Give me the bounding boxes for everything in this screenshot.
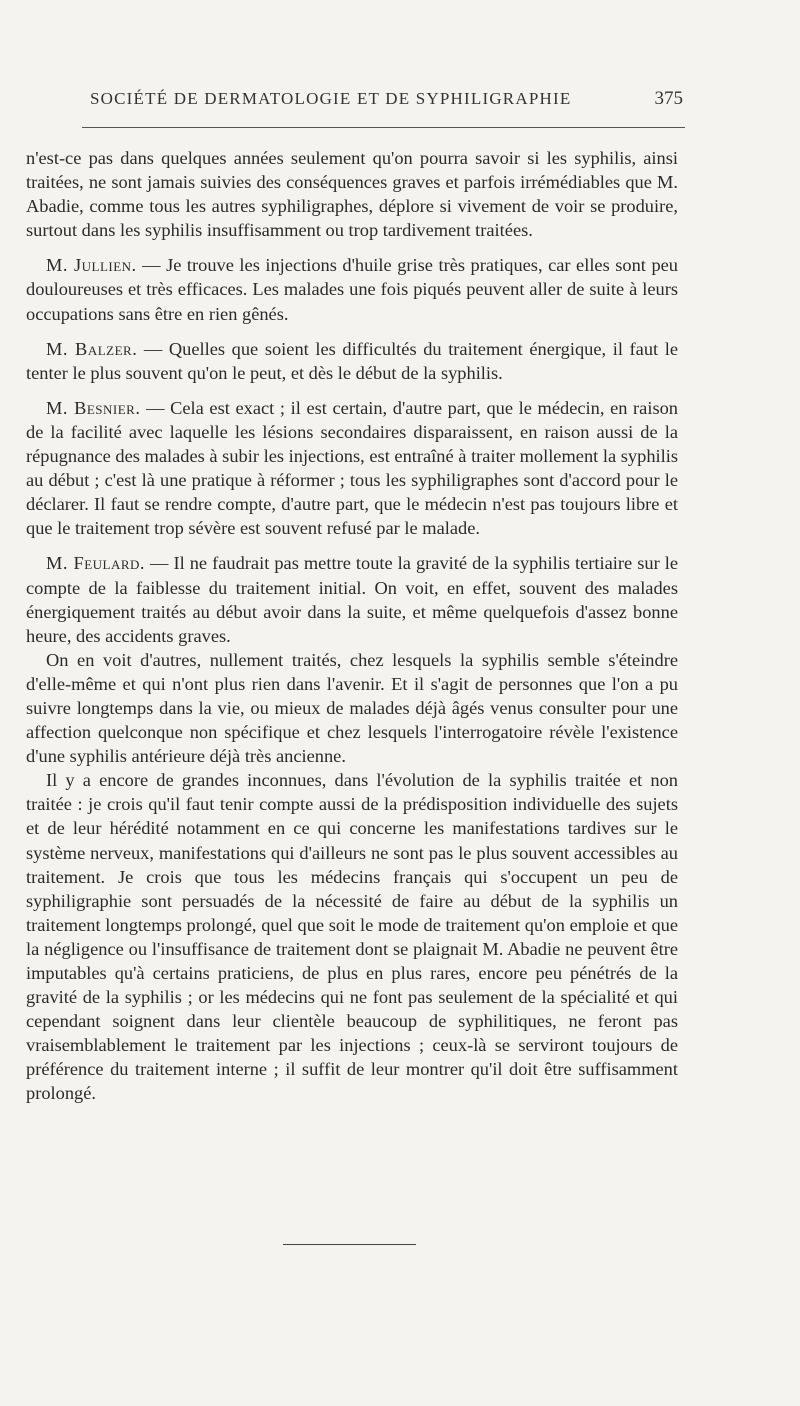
paragraph-6 (26, 648, 678, 768)
body-text (26, 146, 678, 1106)
page-number: 375 (654, 88, 683, 109)
paragraph-1 (26, 146, 678, 242)
paragraph-text: — Je trouve les injections d'huile grise très pratiques, car elles sont peu douloureuses et très efficaces. Les malades une fois piqués peuvent aller de suite à leurs occupations sans être en rien gênés. (26, 255, 678, 324)
paragraph-text: — Quelles que soient les difficultés du traitement énergique, il faut le tenter le plus souvent qu'on le peut, et dès le début de la syphilis. (26, 338, 678, 383)
paragraph-4 (26, 396, 678, 541)
paragraph-text: — Cela est exact ; il est certain, d'autre part, que le médecin, en raison de la facilité avec laquelle les lésions secondaires disparaissent, en raison aussi de la répugnance des malades à subir les injections, est entraîné à traiter mollement la syphilis au début ; c'est là une pratique à réformer ; tous les syphiligraphes sont d'accord pour le déclarer. Il faut se rendre compte, d'autre part, que le médecin n'est pas toujours libre et que le traitement trop sévère est souvent refusé par le malade. (26, 397, 678, 539)
paragraph-text: n'est-ce pas dans quelques années seulement qu'on pourra savoir si les syphilis, ainsi traitées, ne sont jamais suivies des conséquences graves et parfois irrémédiables que M. Abadie, comme tous les autres syphiligraphes, déplore si vivement de voir se produire, surtout dans les syphilis insuffisamment ou trop tardivement traitées. (26, 148, 678, 241)
header-rule (82, 127, 685, 128)
end-rule (283, 1244, 416, 1245)
running-head (90, 88, 683, 110)
paragraph-3 (26, 337, 678, 385)
paragraph-text: On en voit d'autres, nullement traités, chez lesquels la syphilis semble s'éteindre d'elle-même et qui n'ont plus rien dans l'avenir. Et il s'agit de personnes que l'on a pu suivre longtemps dans la vie, ou mieux de malades déjà âgés venus consulter pour une affection quelconque non spécifique et chez lesquels l'interrogatoire révèle l'existence d'une syphilis antérieure déjà très ancienne. (26, 649, 678, 767)
speaker-name: M. Jullien. (46, 255, 137, 276)
running-title: SOCIÉTÉ DE DERMATOLOGIE ET DE SYPHILIGRAPHIE (90, 89, 572, 108)
paragraph-5 (26, 551, 678, 647)
speaker-name: M. Besnier. (46, 397, 141, 418)
paragraph-text: — Il ne faudrait pas mettre toute la gravité de la syphilis tertiaire sur le compte de la faiblesse du traitement initial. On voit, en effet, souvent des malades énergiquement traités au début avoir dans la suite, et même quelquefois d'assez bonne heure, des accidents graves. (26, 553, 678, 646)
paragraph-text: Il y a encore de grandes inconnues, dans l'évolution de la syphilis traitée et non traitée : je crois qu'il faut tenir compte aussi de la prédisposition individuelle des sujets et de leur hérédité notamment en ce qui concerne les manifestations tardives sur le système nerveux, manifestations qui d'ailleurs ne sont pas le plus souvent accessibles au traitement. Je crois que tous les médecins français qui s'occupent un peu de syphiligraphie sont persuadés de la nécessité de faire au début de la syphilis un traitement longtemps prolongé, quel que soit le mode de traitement qu'on emploie et que la négligence ou l'insuffisance de traitement dont se plaignait M. Abadie ne peuvent être imputables qu'à certains praticiens, de plus en plus rares, encore peu pénétrés de la gravité de la syphilis ; or les médecins qui ne font pas seulement de la spécialité et qui cependant soignent dans leur clientèle beaucoup de syphilitiques, ne feront pas vraisemblablement le traitement par les injections ; ceux-là se serviront toujours de préférence du traitement interne ; il suffit de leur montrer qu'il doit être suffisamment prolongé. (26, 770, 678, 1104)
paragraph-7 (26, 768, 678, 1105)
speaker-name: M. Feulard. (46, 553, 146, 574)
paragraph-2 (26, 253, 678, 325)
speaker-name: M. Balzer. (46, 338, 138, 359)
